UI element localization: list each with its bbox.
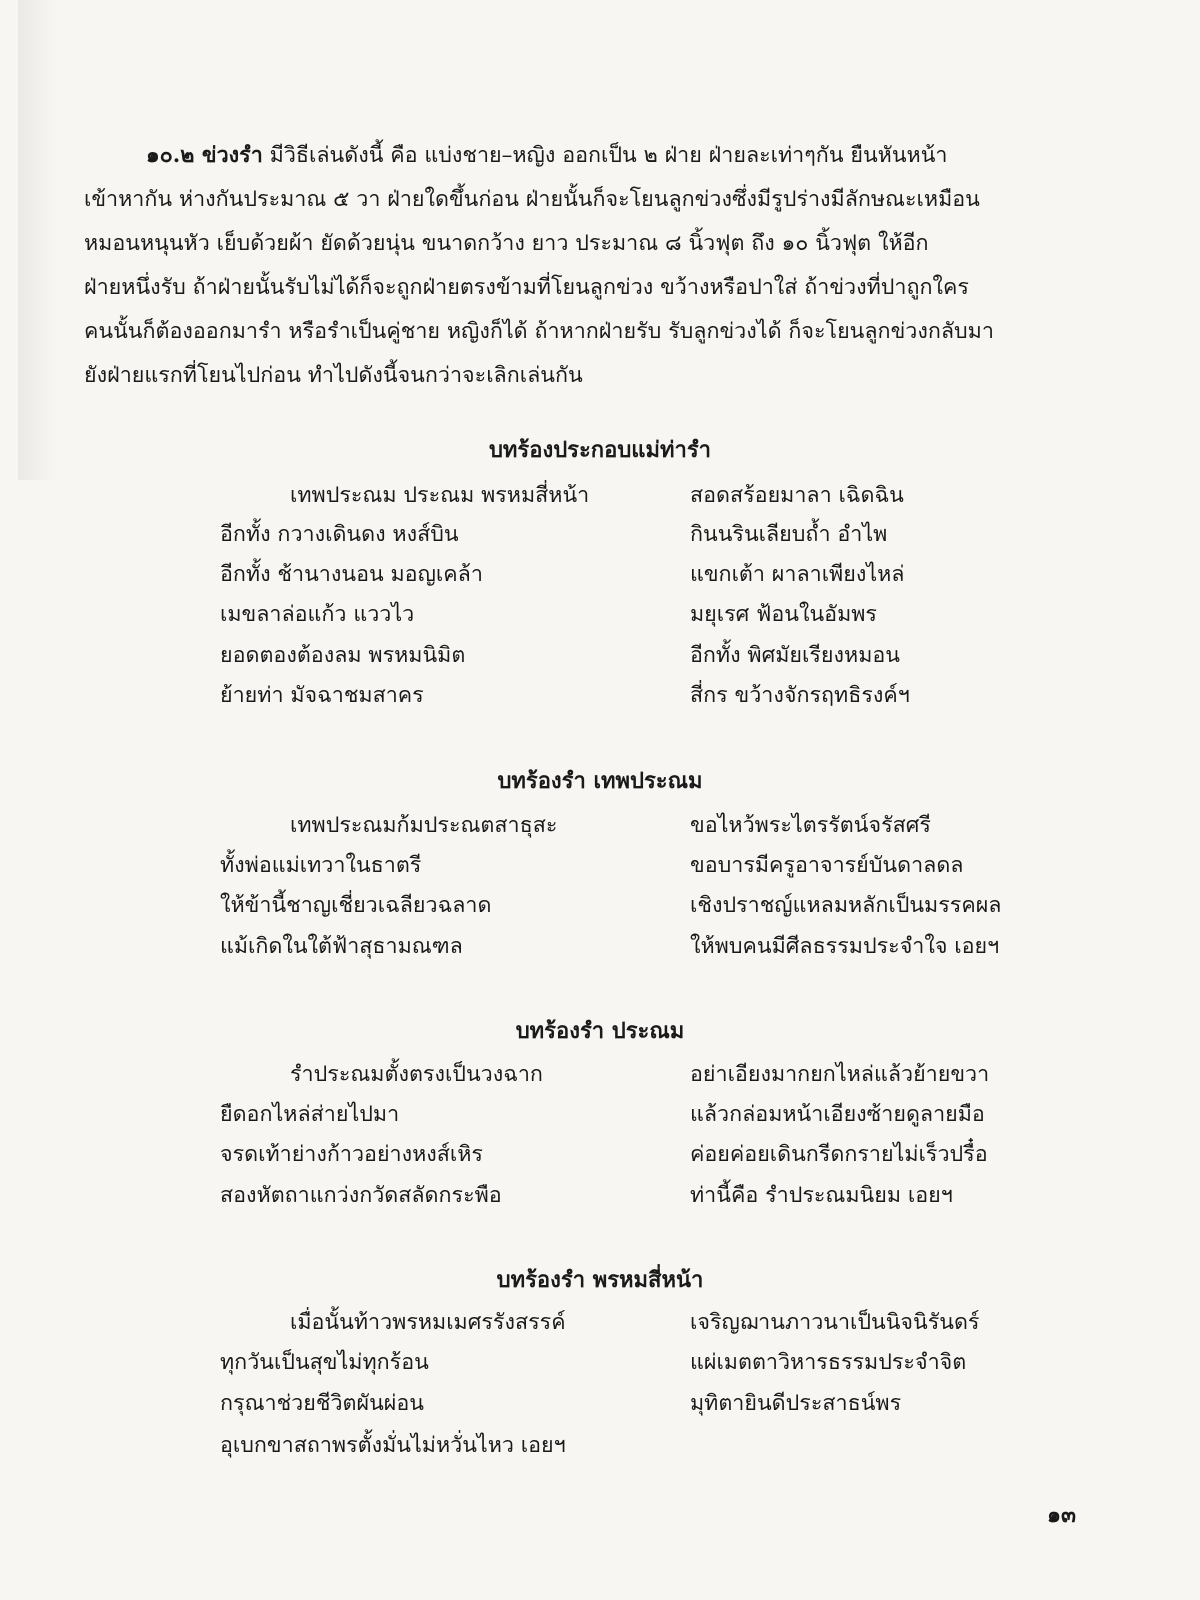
verse-right: ค่อยค่อยเดินกรีดกรายไม่เร็วปรื๋อ <box>690 1142 988 1167</box>
intro-line-3: หมอนหนุนหัว เย็บด้วยผ้า ยัดด้วยนุ่น ขนาดกว้าง ยาว ประมาณ ๘ นิ้วฟุต ถึง ๑๐ นิ้วฟุต ให้อีก <box>84 231 929 256</box>
verse-left: เทพประณมก้มประณตสาธุสะ <box>290 813 558 838</box>
verse-left: เมขลาล่อแก้ว แววไว <box>220 602 415 627</box>
verse-left: เมื่อนั้นท้าวพรหมเมศรรังสรรค์ <box>290 1310 566 1335</box>
intro-line-6: ยังฝ่ายแรกที่โยนไปก่อน ทำไปดังนี้จนกว่าจะเลิกเล่นกัน <box>84 363 583 388</box>
verse-left: กรุณาช่วยชีวิตผันผ่อน <box>220 1391 424 1416</box>
verse-left: สองหัตถาแกว่งกวัดสลัดกระพือ <box>220 1183 502 1208</box>
verse-right: แขกเต้า ผาลาเพียงไหล่ <box>690 562 905 587</box>
verse-left: ทุกวันเป็นสุขไม่ทุกร้อน <box>220 1350 429 1375</box>
section-title-4: บทร้องรำ พรหมสี่หน้า <box>496 1267 704 1293</box>
verse-right: เชิงปราชญ์แหลมหลักเป็นมรรคผล <box>690 893 1002 918</box>
intro-line-4: ฝ่ายหนึ่งรับ ถ้าฝ่ายนั้นรับไม่ได้ก็จะถูกฝ่ายตรงข้ามที่โยนลูกข่วง ขว้างหรือปาใส่ ถ้าข่วงที่ปาถูกใคร <box>84 275 969 300</box>
verse-left: ยืดอกไหล่ส่ายไปมา <box>220 1102 400 1127</box>
verse-left: จรดเท้าย่างก้าวอย่างหงส์เหิร <box>220 1142 483 1167</box>
section-title-3: บทร้องรำ ประณม <box>515 1018 685 1044</box>
verse-left: อีกทั้ง กวางเดินดง หงส์บิน <box>220 522 459 547</box>
verse-right: สอดสร้อยมาลา เฉิดฉิน <box>690 483 904 508</box>
verse-right: ขอบารมีครูอาจารย์บันดาลดล <box>690 853 964 878</box>
intro-line-5: คนนั้นก็ต้องออกมารำ หรือรำเป็นคู่ชาย หญิงก็ได้ ถ้าหากฝ่ายรับ รับลูกข่วงได้ ก็จะโยนลูกข่วงกลับมา <box>84 319 994 344</box>
verse-left: อีกทั้ง ช้านางนอน มอญเคล้า <box>220 562 483 587</box>
intro-heading: ๑๐.๒ ข่วงรำ <box>146 143 263 168</box>
section-title-1: บทร้องประกอบแม่ท่ารำ <box>488 437 712 463</box>
verse-left: ทั้งพ่อแม่เทวาในธาตรี <box>220 853 422 878</box>
page-number: ๑๓ <box>1046 1502 1076 1528</box>
verse-left: ให้ข้านี้ชาญเชี่ยวเฉลียวฉลาด <box>220 893 492 918</box>
verse-left: รำประณมตั้งตรงเป็นวงฉาก <box>290 1062 543 1087</box>
verse-right: ขอไหว้พระไตรรัตน์จรัสศรี <box>690 813 931 838</box>
verse-right: ท่านี้คือ รำประณมนิยม เอยฯ <box>690 1183 953 1208</box>
verse-right: มยุเรศ ฟ้อนในอัมพร <box>690 602 877 627</box>
verse-right: แผ่เมตตาวิหารธรรมประจำจิต <box>690 1350 967 1375</box>
verse-right: เจริญฌานภาวนาเป็นนิจนิรันดร์ <box>690 1310 980 1335</box>
verse-right: อีกทั้ง พิศมัยเรียงหมอน <box>690 643 900 668</box>
verse-left: ยอดตองต้องลม พรหมนิมิต <box>220 643 466 668</box>
verse-left: แม้เกิดในใต้ฟ้าสุธามณฑล <box>220 934 463 959</box>
verse-left: อุเบกขาสถาพรตั้งมั่นไม่หวั่นไหว เอยฯ <box>220 1433 566 1458</box>
verse-right: มุทิตายินดีประสาธน์พร <box>690 1391 902 1416</box>
intro-paragraph <box>84 134 1114 398</box>
intro-line-1: ๑๐.๒ ข่วงรำ มีวิธีเล่นดังนี้ คือ แบ่งชาย–หญิง ออกเป็น ๒ ฝ่าย ฝ่ายละเท่าๆกัน ยืนหันหน้า <box>146 143 948 168</box>
verse-right: สี่กร ขว้างจักรฤทธิรงค์ฯ <box>690 683 910 708</box>
verse-left: ย้ายท่า มัจฉาชมสาคร <box>220 683 424 708</box>
verse-right: แล้วกล่อมหน้าเอียงซ้ายดูลายมือ <box>690 1102 985 1127</box>
verse-right: อย่าเอียงมากยกไหล่แล้วย้ายขวา <box>690 1062 990 1087</box>
section-title-2: บทร้องรำ เทพประณม <box>497 768 703 794</box>
verse-right: ให้พบคนมีศีลธรรมประจำใจ เอยฯ <box>690 934 1000 959</box>
scan-shadow <box>18 0 58 480</box>
verse-right: กินนรินเลียบถ้ำ อำไพ <box>690 522 888 547</box>
verse-left: เทพประณม ประณม พรหมสี่หน้า <box>290 483 590 508</box>
intro-line-2: เข้าหากัน ห่างกันประมาณ ๕ วา ฝ่ายใดขึ้นก่อน ฝ่ายนั้นก็จะโยนลูกข่วงซึ่งมีรูปร่างมีลักษณะเหมือน <box>84 187 980 212</box>
